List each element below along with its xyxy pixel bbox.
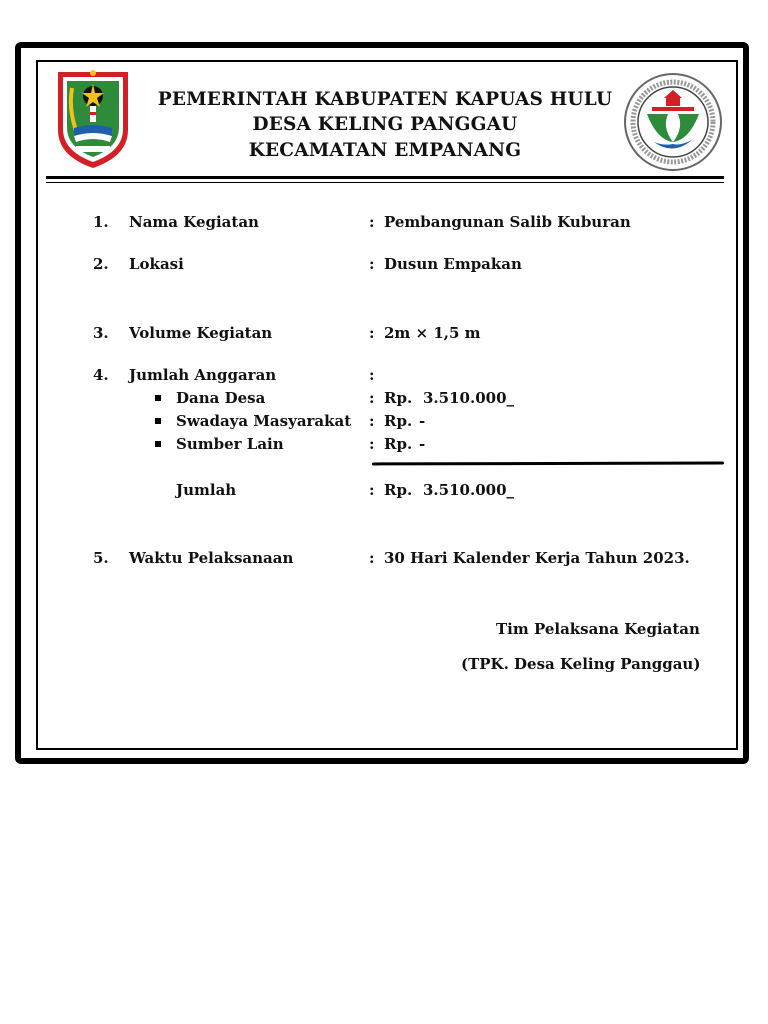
header-line-1: PEMERINTAH KABUPATEN KAPUAS HULU [157,89,613,110]
signature-team: (TPK. Desa Keling Panggau) [461,655,701,673]
item-colon: : [369,366,375,384]
item-number: 1. [93,213,109,231]
total-rp: Rp. [384,481,413,499]
item-value: 2m × 1,5 m [384,324,481,342]
total-label: Jumlah [176,481,237,499]
kapuas-hulu-emblem-icon [52,66,134,170]
bullet-icon [155,395,161,401]
item-label: Waktu Pelaksanaan [129,549,294,567]
item-colon: : [369,213,375,231]
item-value: Dusun Empakan [384,255,522,273]
total-amount: 3.510.000_ [423,481,515,499]
budget-colon: : [369,435,375,453]
total-colon: : [369,481,375,499]
bullet-icon [155,418,161,424]
item-number: 4. [93,366,109,384]
budget-amount: - [419,435,426,453]
item-label: Jumlah Anggaran [129,366,277,384]
budget-rp: Rp. [384,389,413,407]
kemendes-emblem-icon [622,72,724,172]
budget-label: Dana Desa [176,389,266,407]
bullet-icon [155,441,161,447]
budget-amount: 3.510.000_ [423,389,515,407]
budget-colon: : [369,412,375,430]
budget-colon: : [369,389,375,407]
item-number: 2. [93,255,109,273]
header-divider-thick [46,176,724,179]
item-value: Pembangunan Salib Kuburan [384,213,631,231]
header-divider-thin [46,182,724,183]
item-label: Volume Kegiatan [129,324,273,342]
item-label: Lokasi [129,255,184,273]
budget-label: Sumber Lain [176,435,284,453]
item-colon: : [369,255,375,273]
item-value: 30 Hari Kalender Kerja Tahun 2023. [384,549,690,567]
budget-rp: Rp. [384,435,413,453]
budget-rp: Rp. [384,412,413,430]
item-number: 3. [93,324,109,342]
item-number: 5. [93,549,109,567]
signature-title: Tim Pelaksana Kegiatan [496,620,700,638]
item-colon: : [369,324,375,342]
item-colon: : [369,549,375,567]
budget-label: Swadaya Masyarakat [176,412,352,430]
budget-amount: - [419,412,426,430]
header-line-3: KECAMATAN EMPANANG [248,140,522,161]
item-label: Nama Kegiatan [129,213,259,231]
header-line-2: DESA KELING PANGGAU [252,114,518,135]
